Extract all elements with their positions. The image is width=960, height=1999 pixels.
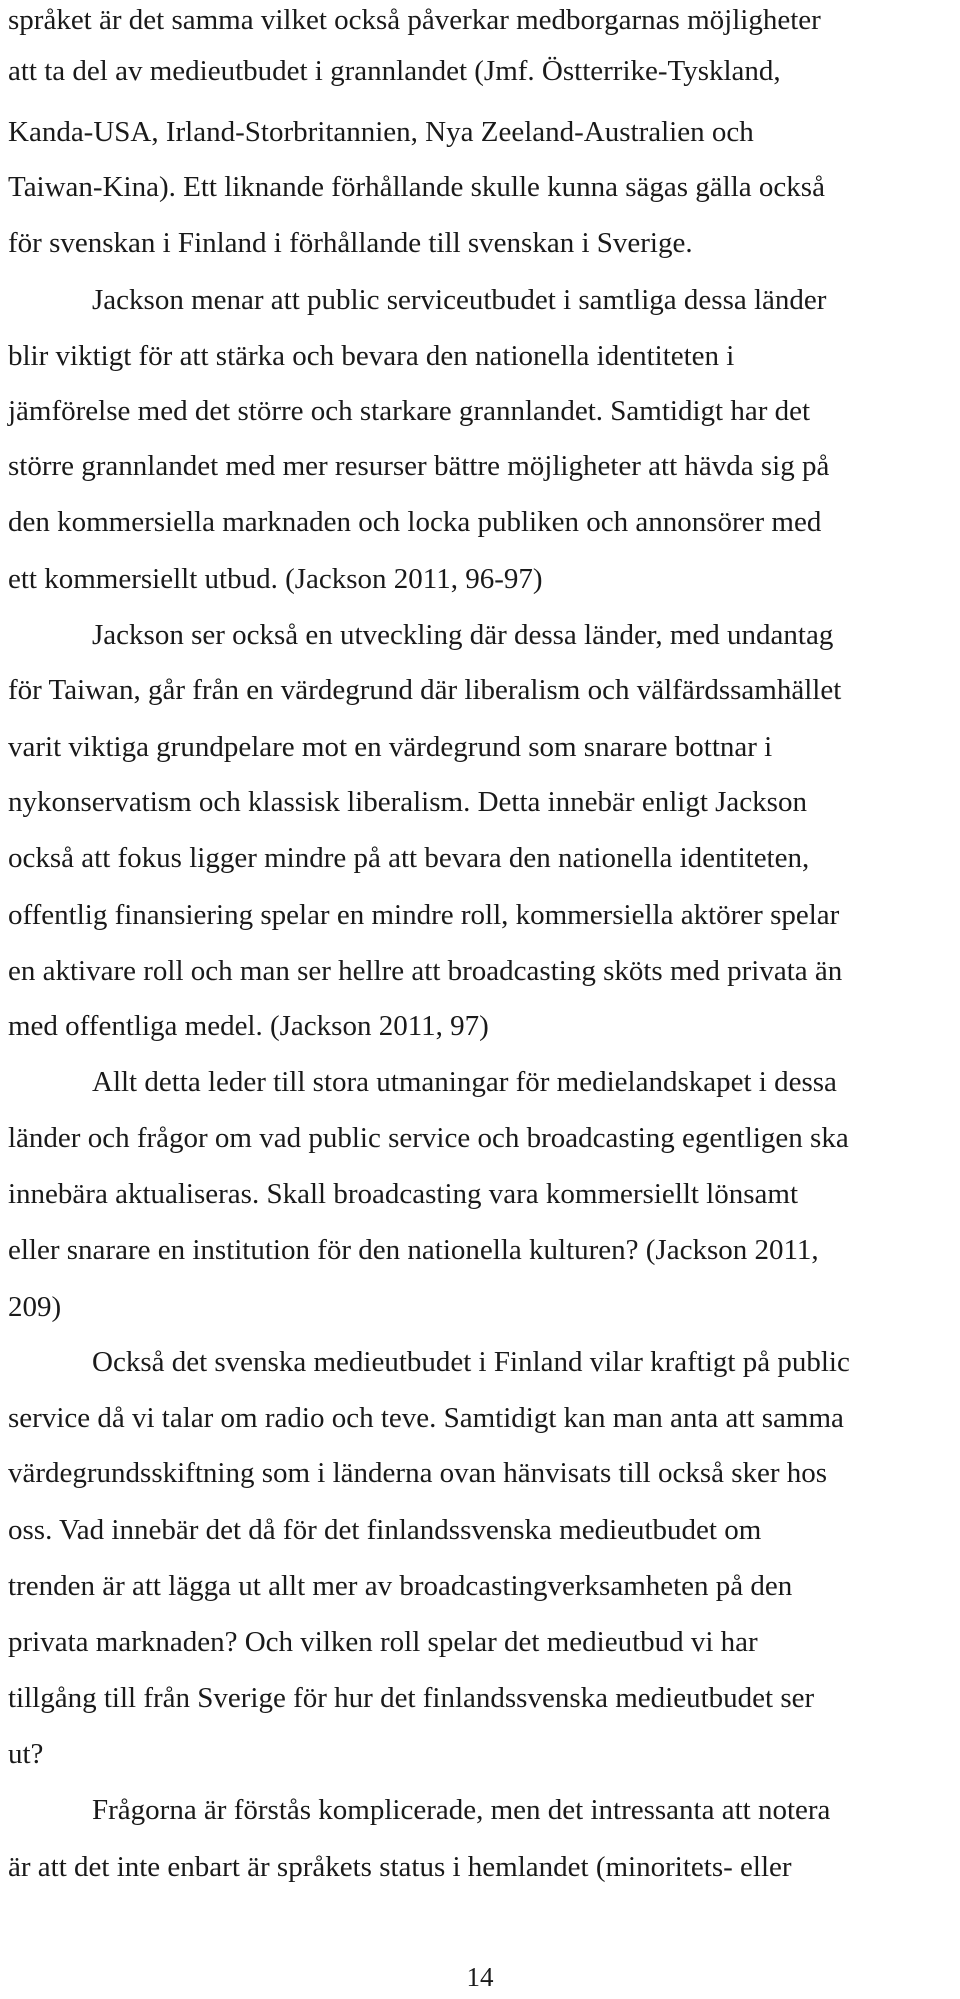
text-line: språket är det samma vilket också påverkar medborgarnas möjligheter: [8, 4, 821, 36]
text-line: Taiwan-Kina). Ett liknande förhållande skulle kunna sägas gälla också: [8, 171, 825, 203]
text-line: blir viktigt för att stärka och bevara den nationella identiteten i: [8, 340, 735, 372]
text-line: den kommersiella marknaden och locka publiken och annonsörer med: [8, 506, 822, 538]
page-number: 14: [466, 1962, 494, 1992]
text-line: större grannlandet med mer resurser bättre möjligheter att hävda sig på: [8, 450, 830, 482]
paragraph-start-line: Jackson ser också en utveckling där dessa länder, med undantag: [92, 619, 834, 651]
text-line: för svenskan i Finland i förhållande till svenskan i Sverige.: [8, 227, 693, 259]
text-line: offentlig finansiering spelar en mindre roll, kommersiella aktörer spelar: [8, 899, 840, 931]
text-line: länder och frågor om vad public service och broadcasting egentligen ska: [8, 1122, 849, 1154]
text-line: oss. Vad innebär det då för det finlandssvenska medieutbudet om: [8, 1514, 762, 1546]
text-line: nykonservatism och klassisk liberalism. Detta innebär enligt Jackson: [8, 786, 807, 818]
text-line: tillgång till från Sverige för hur det finlandssvenska medieutbudet ser: [8, 1682, 815, 1714]
text-line: trenden är att lägga ut allt mer av broadcastingverksamheten på den: [8, 1570, 793, 1602]
text-line: eller snarare en institution för den nationella kulturen? (Jackson 2011,: [8, 1234, 819, 1266]
text-line: att ta del av medieutbudet i grannlandet (Jmf. Östterrike-Tyskland,: [8, 55, 781, 87]
text-line: varit viktiga grundpelare mot en värdegrund som snarare bottnar i: [8, 731, 773, 763]
text-line: ut?: [8, 1738, 44, 1770]
text-line: service då vi talar om radio och teve. Samtidigt kan man anta att samma: [8, 1402, 844, 1434]
paragraph-start-line: Jackson menar att public serviceutbudet i samtliga dessa länder: [92, 284, 827, 316]
paragraph-start-line: Också det svenska medieutbudet i Finland vilar kraftigt på public: [92, 1346, 850, 1378]
text-line: innebära aktualiseras. Skall broadcasting vara kommersiellt lönsamt: [8, 1178, 799, 1210]
text-line: för Taiwan, går från en värdegrund där liberalism och välfärdssamhället: [8, 674, 842, 706]
text-line: jämförelse med det större och starkare grannlandet. Samtidigt har det: [8, 395, 811, 427]
paragraph-start-line: Allt detta leder till stora utmaningar för medielandskapet i dessa: [92, 1066, 837, 1098]
text-line: också att fokus ligger mindre på att bevara den nationella identiteten,: [8, 842, 810, 874]
paragraph-start-line: Frågorna är förstås komplicerade, men det intressanta att notera: [92, 1794, 831, 1826]
text-line: 209): [8, 1291, 62, 1323]
text-line: en aktivare roll och man ser hellre att broadcasting sköts med privata än: [8, 955, 843, 987]
text-line: värdegrundsskiftning som i länderna ovan hänvisats till också sker hos: [8, 1457, 828, 1489]
text-line: ett kommersiellt utbud. (Jackson 2011, 96-97): [8, 563, 543, 595]
text-line: Kanda-USA, Irland-Storbritannien, Nya Zeeland-Australien och: [8, 116, 754, 148]
text-line: privata marknaden? Och vilken roll spelar det medieutbud vi har: [8, 1626, 758, 1658]
text-line: är att det inte enbart är språkets status i hemlandet (minoritets- eller: [8, 1851, 792, 1883]
text-line: med offentliga medel. (Jackson 2011, 97): [8, 1010, 489, 1042]
